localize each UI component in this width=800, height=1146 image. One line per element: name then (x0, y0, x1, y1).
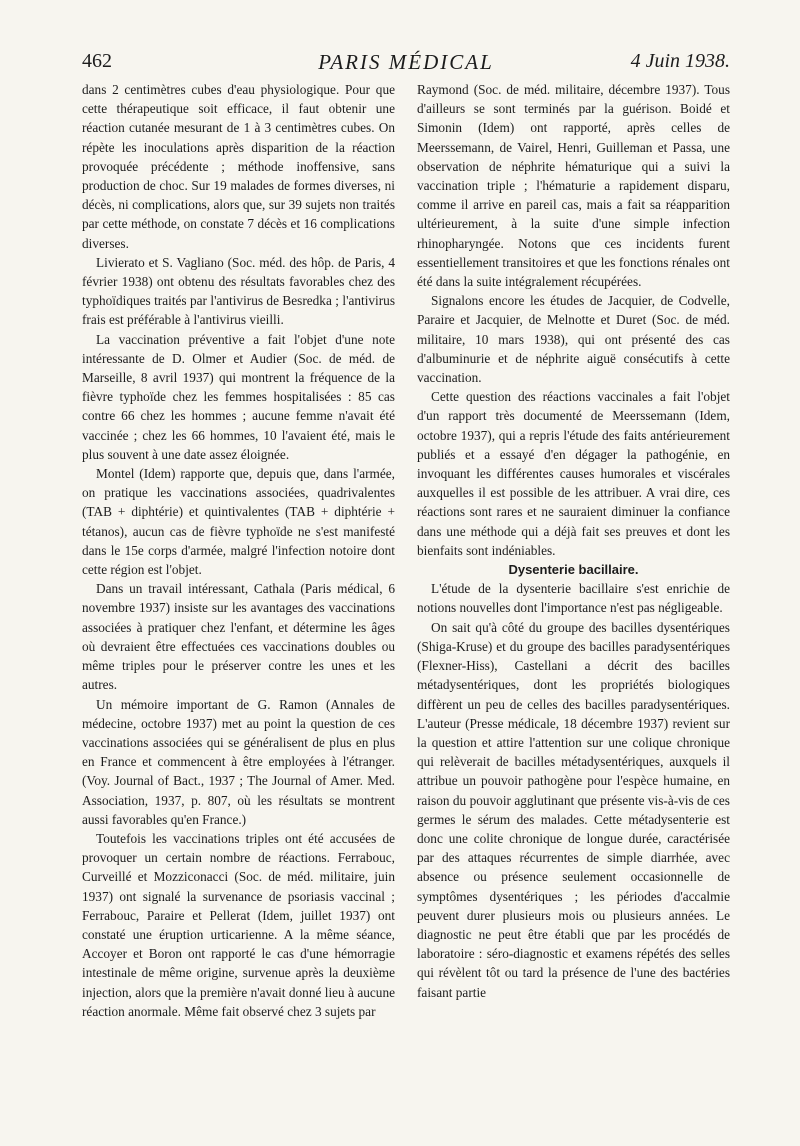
paragraph: On sait qu'à côté du groupe des bacilles dysentériques (Shiga-Kruse) et du groupe des bacilles paradysentériques (Flexner-Hiss), Castellani a décrit des bacilles métadysentériques, dont les propriétés biologiques diffèrent un peu de celles des bacilles paradysentériques. L'auteur (Presse médicale, 18 décembre 1937) revient sur la question et attire l'attention sur une colique chronique qui relèverait de bacilles métadysentériques, auxquels il attribue un pouvoir pathogène pour l'espèce humaine, en raison du pouvoir agglutinant que présente vis-à-vis de ces germes le sérum des malades. Cette métadysenterie est donc une colite chronique de longue durée, caractérisée par des attaques récurrentes de simple diarrhée, avec absence ou présence seulement occasionnelle de symptômes dysentériques ; les périodes d'accalmie peuvent durer plusieurs mois ou plusieurs années. Le diagnostic ne peut être établi que par les procédés de laboratoire : séro-diagnostic et examens répétés des selles qui révèlent tôt ou tard la présence de l'une des bactéries faisant partie (417, 619, 730, 1000)
page-number: 462 (82, 50, 112, 72)
paragraph: Signalons encore les études de Jacquier, de Codvelle, Paraire et Jacquier, de Melnotte et Duret (Soc. de méd. militaire, 10 mars 1938), qui ont présenté des cas d'albuminurie et de néphrite aiguë consécutifs à cette vaccination. (417, 293, 730, 386)
section-heading: Dysenterie bacillaire. (508, 562, 639, 578)
paragraph: Dans un travail intéressant, Cathala (Paris médical, 6 novembre 1937) insiste sur les avantages des vaccinations associées à pratiquer chez l'enfant, et détermine les âges où devraient être effectuées ces vaccinations doubles ou même triples pour le préserver contre les unes et les autres. (82, 581, 395, 693)
paragraph: L'étude de la dysenterie bacillaire s'est enrichie de notions nouvelles dont l'importance n'est pas négligeable. (417, 581, 730, 616)
journal-title: PARIS MÉDICAL (318, 50, 494, 74)
issue-date: 4 Juin 1938. (630, 50, 730, 72)
paragraph: Montel (Idem) rapporte que, depuis que, dans l'armée, on pratique les vaccinations associées, quadrivalentes (TAB + diphtérie) et quintivalentes (TAB + diphtérie + tétanos), aucun cas de fièvre typhoïde ne s'est manifesté dans le 15e corps d'armée, malgré l'infection notoire dont cette région est l'objet. (82, 466, 395, 578)
left-column (82, 80, 395, 1021)
paragraph: Un mémoire important de G. Ramon (Annales de médecine, octobre 1937) met au point la question de ces vaccinations associées qui se généralisent de plus en plus en France et commencent à être employées à l'étranger. (Voy. Journal of Bact., 1937 ; The Journal of Amer. Med. Association, 1937, p. 807, où les résultats se montrent aussi favorables qu'en France.) (82, 696, 395, 827)
page-header (82, 50, 730, 80)
paragraph: Toutefois les vaccinations triples ont été accusées de provoquer un certain nombre de réactions. Ferrabouc, Curveillé et Mozziconacci (Soc. de méd. militaire, juin 1937) ont signalé la survenance de psoriasis vaccinal ; Ferrabouc, Paraire et Pellerat (Idem, juillet 1937) ont constaté une éruption urticarienne. A la même séance, Accoyer et Boron ont rapporté le cas d'une hémorragie intestinale de même origine, survenue après la deuxième injection, alors que la première n'avait donné lieu à aucune réaction anormale. Même fait observé chez 3 sujets par (82, 830, 395, 1019)
right-column (417, 80, 730, 1002)
paragraph: Livierato et S. Vagliano (Soc. méd. des hôp. de Paris, 4 février 1938) ont obtenu des résultats favorables chez des typhoïdiques traités par l'antivirus de Besredka ; l'antivirus frais est préférable à l'antivirus vieilli. (82, 254, 395, 328)
paragraph: Cette question des réactions vaccinales a fait l'objet d'un rapport très documenté de Meerssemann (Idem, octobre 1937), qui a repris l'étude des faits antérieurement publiés et a essayé d'en dégager la pathogénie, en invoquant les différentes causes humorales et viscérales auxquelles il est possible de les attribuer. A vrai dire, ces réactions sont rares et ne sauraient diminuer la confiance dans une méthode qui a déjà fait ses preuves et dont les bienfaits sont indéniables. (417, 389, 730, 558)
paragraph: La vaccination préventive a fait l'objet d'une note intéressante de D. Olmer et Audier (Soc. de méd. de Marseille, 8 avril 1937) qui montrent la fréquence de la fièvre typhoïde chez les femmes hospitalisées : 85 cas contre 66 chez les hommes ; aucune femme n'avait été vaccinée ; chez les 66 hommes, 10 l'avaient été, mais le plus souvent à une date assez éloignée. (82, 331, 395, 462)
paragraph: dans 2 centimètres cubes d'eau physiologique. Pour que cette thérapeutique soit efficace, il faut obtenir une réaction cutanée mesurant de 1 à 3 centimètres cubes. On répète les inoculations après disparition de la réaction provoquée précédente ; méthode inoffensive, sans production de choc. Sur 19 malades de formes diverses, ni décès, ni complications, alors que, sur 39 sujets non traités par cette méthode, on constate 7 décès et 16 complications diverses. (82, 82, 395, 251)
paragraph: Raymond (Soc. de méd. militaire, décembre 1937). Tous d'ailleurs se sont terminés par la guérison. Boidé et Simonin (Idem) ont rapporté, après celles de Meerssemann, de Vairel, Henri, Guilleman et Passa, une observation de néphrite hématurique qui a suivi la vaccination triple ; l'hématurie a rapidement disparu, comme il arrive en pareil cas, mais a fait sa réapparition ultérieurement, à la suite d'une simple infection rhinopharyngée. Notons que ces incidents furent essentiellement transitoires et que les fonctions rénales ont été dans la suite intégralement récupérées. (417, 82, 730, 290)
